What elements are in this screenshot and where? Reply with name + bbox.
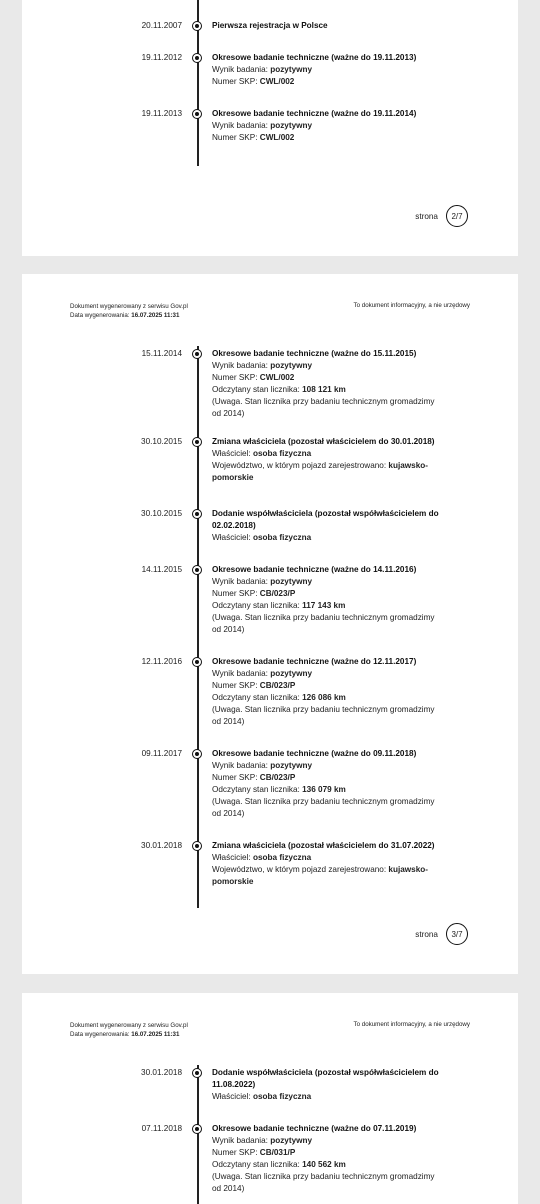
entry-date: 12.11.2016: [141, 657, 182, 666]
entry-detail-line: [212, 120, 442, 132]
entry-title: Okresowe badanie techniczne (ważne do 15.11.2015): [212, 349, 417, 358]
entry-date: 30.01.2018: [141, 841, 182, 850]
detail-value: osoba fizyczna: [252, 533, 312, 542]
detail-value: 136 079 km: [302, 785, 346, 794]
detail-value: pozytywny: [270, 1136, 313, 1145]
document-header-right: To dokument informacyjny, a nie urzędowy: [353, 1021, 470, 1028]
entry-detail-line: [212, 680, 442, 692]
detail-value: 117 143 km: [302, 601, 346, 610]
entry-title: Okresowe badanie techniczne (ważne do 14.11.2016): [212, 565, 417, 574]
page-number-badge: 3/7: [446, 923, 468, 945]
detail-value: CWL/002: [259, 133, 295, 142]
detail-label: Województwo, w którym pojazd zarejestrowano:: [212, 865, 387, 874]
document-page-3: [22, 274, 518, 974]
entry-body: [212, 508, 442, 544]
detail-value: osoba fizyczna: [252, 449, 312, 458]
entry-detail-line: [212, 532, 442, 544]
document-page-4: [22, 993, 518, 1204]
detail-value: osoba fizyczna: [252, 1092, 312, 1101]
entry-title: Dodanie współwłaściciela (pozostał współwłaścicielem do 02.02.2018): [212, 509, 439, 530]
entry-detail-line: [212, 1147, 442, 1159]
entry-body: [212, 52, 442, 88]
detail-label: (Uwaga. Stan licznika przy badaniu technicznym gromadzimy od 2014): [212, 397, 435, 418]
detail-label: (Uwaga. Stan licznika przy badaniu technicznym gromadzimy od 2014): [212, 1172, 435, 1193]
entry-detail-line: [212, 760, 442, 772]
detail-label: Odczytany stan licznika:: [212, 693, 300, 702]
detail-value: 140 562 km: [302, 1160, 346, 1169]
timeline-line: [197, 346, 199, 908]
timeline-dot-icon: [192, 109, 202, 119]
entry-detail-line: [212, 852, 442, 864]
detail-label: Wynik badania:: [212, 361, 268, 370]
detail-value: CB/031/P: [259, 1148, 296, 1157]
timeline-dot-icon: [192, 53, 202, 63]
entry-detail-line: [212, 600, 442, 612]
entry-detail-line: [212, 132, 442, 144]
page-number-badge: 2/7: [446, 205, 468, 227]
entry-detail-line: [212, 772, 442, 784]
entry-date: 30.01.2018: [141, 1068, 182, 1077]
detail-value: pozytywny: [270, 361, 313, 370]
entry-detail-line: [212, 384, 442, 396]
entry-detail-line: [212, 360, 442, 372]
detail-label: Numer SKP:: [212, 1148, 258, 1157]
entry-title: Okresowe badanie techniczne (ważne do 19.11.2013): [212, 53, 417, 62]
detail-label: Numer SKP:: [212, 589, 258, 598]
timeline-dot-icon: [192, 21, 202, 31]
entry-detail-line: [212, 784, 442, 796]
entry-date: 30.10.2015: [141, 509, 182, 518]
entry-detail-line: [212, 1135, 442, 1147]
detail-label: Odczytany stan licznika:: [212, 601, 300, 610]
detail-value: pozytywny: [270, 761, 313, 770]
entry-date: 30.10.2015: [141, 437, 182, 446]
page-indicator: [415, 923, 468, 945]
detail-label: Numer SKP:: [212, 681, 258, 690]
detail-label: Odczytany stan licznika:: [212, 385, 300, 394]
detail-value: pozytywny: [270, 577, 313, 586]
generated-source-text: Dokument wygenerowany z serwisu Gov.pl: [70, 303, 188, 310]
entry-body: [212, 564, 442, 636]
detail-label: (Uwaga. Stan licznika przy badaniu technicznym gromadzimy od 2014): [212, 705, 435, 726]
entry-body: [212, 840, 442, 888]
entry-title: Okresowe badanie techniczne (ważne do 12.11.2017): [212, 657, 417, 666]
timeline-line: [197, 1065, 199, 1204]
entry-detail-line: [212, 704, 442, 728]
entry-detail-line: [212, 668, 442, 680]
entry-title: Zmiana właściciela (pozostał właścicielem do 31.07.2022): [212, 841, 435, 850]
detail-value: pozytywny: [270, 121, 313, 130]
page-indicator: [415, 205, 468, 227]
entry-body: [212, 1067, 442, 1103]
entry-title: Okresowe badanie techniczne (ważne do 09.11.2018): [212, 749, 417, 758]
entry-date: 19.11.2012: [141, 53, 182, 62]
detail-value: CB/023/P: [259, 773, 296, 782]
generated-date-text: Data wygenerowania: 16.07.2025 11:31: [70, 1031, 180, 1038]
entry-date: 14.11.2015: [141, 565, 182, 574]
entry-title: Okresowe badanie techniczne (ważne do 19.11.2014): [212, 109, 417, 118]
entry-detail-line: [212, 864, 442, 888]
entry-detail-line: [212, 460, 442, 484]
detail-label: Numer SKP:: [212, 77, 258, 86]
detail-label: (Uwaga. Stan licznika przy badaniu technicznym gromadzimy od 2014): [212, 613, 435, 634]
entry-title: Dodanie współwłaściciela (pozostał współwłaścicielem do 11.08.2022): [212, 1068, 439, 1089]
entry-title: Okresowe badanie techniczne (ważne do 07.11.2019): [212, 1124, 417, 1133]
detail-label: Numer SKP:: [212, 373, 258, 382]
detail-label: Wynik badania:: [212, 761, 268, 770]
detail-label: Właściciel:: [212, 1092, 251, 1101]
detail-value: CWL/002: [259, 373, 295, 382]
entry-body: [212, 348, 442, 420]
detail-value: CB/023/P: [259, 589, 296, 598]
detail-value: kujawsko-pomorskie: [212, 865, 429, 886]
timeline-dot-icon: [192, 349, 202, 359]
timeline-dot-icon: [192, 841, 202, 851]
entry-title: Pierwsza rejestracja w Polsce: [212, 21, 328, 30]
detail-value: kujawsko-pomorskie: [212, 461, 429, 482]
detail-label: Numer SKP:: [212, 133, 258, 142]
detail-value: CB/023/P: [259, 681, 296, 690]
entry-detail-line: [212, 372, 442, 384]
page-label: strona: [415, 211, 438, 221]
detail-label: Numer SKP:: [212, 773, 258, 782]
entry-detail-line: [212, 1159, 442, 1171]
detail-label: Odczytany stan licznika:: [212, 785, 300, 794]
detail-label: Wynik badania:: [212, 121, 268, 130]
detail-value: pozytywny: [270, 65, 313, 74]
timeline-dot-icon: [192, 565, 202, 575]
detail-value: 108 121 km: [302, 385, 346, 394]
page-label: strona: [415, 929, 438, 939]
entry-body: [212, 656, 442, 728]
entry-body: [212, 108, 442, 144]
document-page-2: [22, 0, 518, 256]
entry-body: [212, 748, 442, 820]
entry-date: 09.11.2017: [141, 749, 182, 758]
detail-label: (Uwaga. Stan licznika przy badaniu technicznym gromadzimy od 2014): [212, 797, 435, 818]
entry-detail-line: [212, 448, 442, 460]
entry-detail-line: [212, 1171, 442, 1195]
timeline-dot-icon: [192, 1124, 202, 1134]
detail-label: Wynik badania:: [212, 1136, 268, 1145]
detail-label: Właściciel:: [212, 533, 251, 542]
detail-value: 126 086 km: [302, 693, 346, 702]
timeline-dot-icon: [192, 437, 202, 447]
timeline-dot-icon: [192, 749, 202, 759]
entry-title: Zmiana właściciela (pozostał właścicielem do 30.01.2018): [212, 437, 435, 446]
entry-date: 20.11.2007: [141, 21, 182, 30]
entry-body: [212, 436, 442, 484]
detail-label: Wynik badania:: [212, 577, 268, 586]
entry-detail-line: [212, 576, 442, 588]
detail-label: Województwo, w którym pojazd zarejestrowano:: [212, 461, 387, 470]
entry-date: 15.11.2014: [141, 349, 182, 358]
detail-label: Właściciel:: [212, 449, 251, 458]
entry-detail-line: [212, 396, 442, 420]
detail-label: Odczytany stan licznika:: [212, 1160, 300, 1169]
document-header-left: [70, 302, 188, 320]
entry-body: [212, 1123, 442, 1195]
detail-label: Wynik badania:: [212, 669, 268, 678]
timeline-dot-icon: [192, 1068, 202, 1078]
document-header-right: To dokument informacyjny, a nie urzędowy: [353, 302, 470, 309]
entry-detail-line: [212, 692, 442, 704]
timeline-dot-icon: [192, 657, 202, 667]
detail-label: Właściciel:: [212, 853, 251, 862]
generated-source-text: Dokument wygenerowany z serwisu Gov.pl: [70, 1022, 188, 1029]
entry-detail-line: [212, 64, 442, 76]
entry-detail-line: [212, 612, 442, 636]
entry-detail-line: [212, 796, 442, 820]
detail-value: pozytywny: [270, 669, 313, 678]
detail-label: Wynik badania:: [212, 65, 268, 74]
entry-date: 19.11.2013: [141, 109, 182, 118]
entry-date: 07.11.2018: [141, 1124, 182, 1133]
detail-value: osoba fizyczna: [252, 853, 312, 862]
entry-detail-line: [212, 1091, 442, 1103]
entry-body: [212, 20, 442, 32]
generated-date-text: Data wygenerowania: 16.07.2025 11:31: [70, 312, 180, 319]
timeline-dot-icon: [192, 509, 202, 519]
entry-detail-line: [212, 76, 442, 88]
entry-detail-line: [212, 588, 442, 600]
document-header-left: [70, 1021, 188, 1039]
detail-value: CWL/002: [259, 77, 295, 86]
